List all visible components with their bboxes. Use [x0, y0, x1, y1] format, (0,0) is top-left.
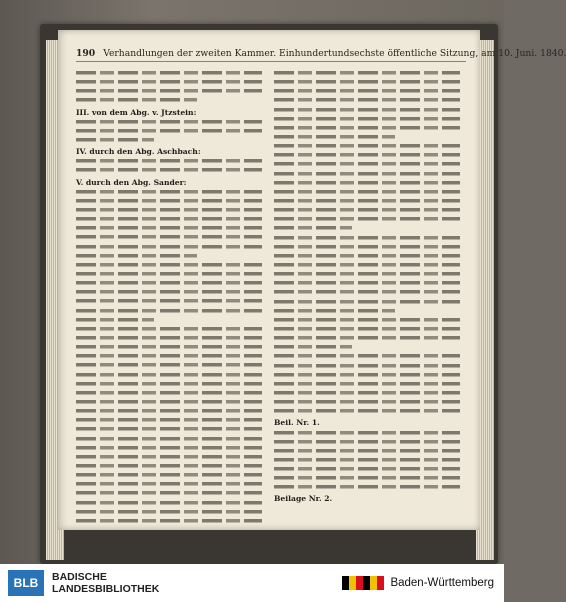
bw-flag-stripe — [377, 576, 384, 590]
left-column — [76, 68, 262, 520]
bw-flag-stripe — [370, 576, 377, 590]
bw-flag-stripe — [356, 576, 363, 590]
blb-branding — [0, 570, 159, 596]
header-rule — [76, 61, 466, 62]
bw-flag-stripe — [349, 576, 356, 590]
blb-text — [52, 571, 159, 595]
bw-flag-icon — [342, 576, 384, 590]
bw-branding — [342, 576, 504, 590]
page-number: 190 — [76, 47, 96, 59]
blb-text-line-2: LANDESBIBLIOTHEK — [52, 583, 160, 595]
running-head — [76, 44, 566, 62]
footer-bar — [0, 564, 504, 602]
left-item-iii: III. von dem Abg. v. Jtzstein: — [76, 107, 197, 117]
blb-logo-icon: BLB — [8, 570, 44, 596]
right-item-beilage-2: Beilage Nr. 2. — [274, 494, 333, 504]
bw-flag-stripe — [363, 576, 370, 590]
running-head-title: Verhandlungen der zweiten Kammer. Einhundertundsechste öffentliche Sitzung, am 10. Juni. 1840. — [103, 47, 566, 59]
bw-text: Baden-Württemberg — [390, 577, 494, 589]
book-page — [58, 30, 566, 530]
bw-flag-stripe — [342, 576, 349, 590]
left-item-v: V. durch den Abg. Sander: — [76, 177, 187, 187]
right-column — [274, 68, 460, 520]
left-item-iv: IV. durch den Abg. Aschbach: — [76, 147, 201, 157]
blb-text-line-1: BADISCHE — [52, 571, 107, 583]
right-item-beilage-1: Beil. Nr. 1. — [274, 418, 320, 428]
